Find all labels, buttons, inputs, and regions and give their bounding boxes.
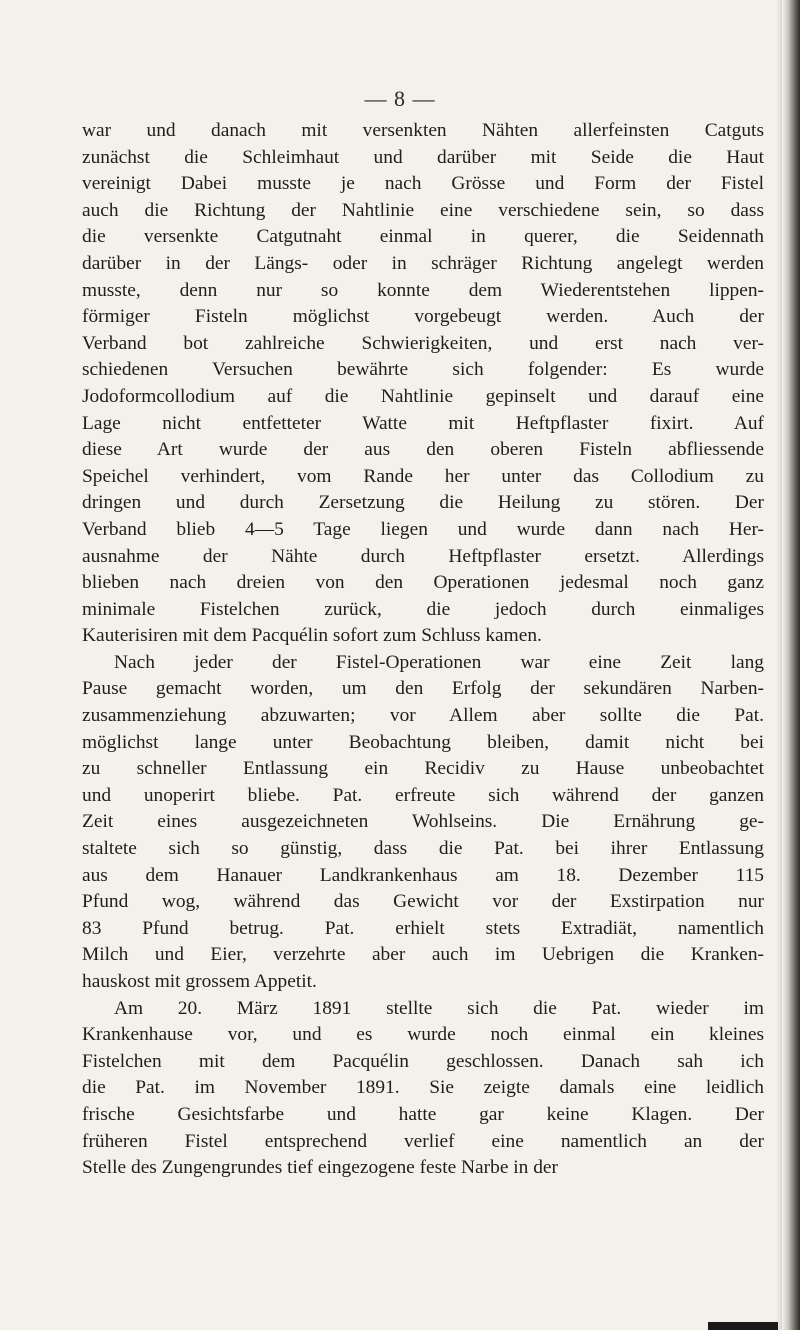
page-number: — 8 — bbox=[364, 86, 436, 111]
text-line: vereinigt Dabei musste je nach Grösse und Form der Fistel bbox=[82, 173, 764, 195]
text-line: Zeit eines ausgezeichneten Wohlseins. Die Ernährung ge- bbox=[82, 811, 764, 833]
paragraph bbox=[82, 996, 764, 1182]
text-line: dringen und durch Zersetzung die Heilung zu stören. Der bbox=[82, 492, 764, 514]
text-line: Lage nicht entfetteter Watte mit Heftpflaster fixirt. Auf bbox=[82, 412, 764, 434]
text-line: Am 20. März 1891 stellte sich die Pat. wieder im bbox=[114, 997, 764, 1019]
text-line: Verband blieb 4—5 Tage liegen und wurde dann nach Her- bbox=[82, 518, 764, 540]
text-line: Speichel verhindert, vom Rande her unter das Collodium zu bbox=[82, 465, 764, 487]
text-line: ausnahme der Nähte durch Heftpflaster ersetzt. Allerdings bbox=[82, 545, 764, 567]
text-line: früheren Fistel entsprechend verlief eine namentlich an der bbox=[82, 1130, 764, 1152]
text-line: war und danach mit versenkten Nähten allerfeinsten Catguts bbox=[82, 120, 764, 141]
text-line: schiedenen Versuchen bewährte sich folgender: Es wurde bbox=[82, 359, 764, 381]
text-line: auch die Richtung der Nahtlinie eine verschiedene sein, so dass bbox=[82, 199, 764, 221]
text-line: förmiger Fisteln möglichst vorgebeugt werden. Auch der bbox=[82, 306, 764, 328]
text-line: Kauterisiren mit dem Pacquélin sofort zum Schluss kamen. bbox=[82, 625, 542, 647]
paragraph bbox=[82, 650, 764, 996]
paragraph bbox=[82, 118, 764, 650]
text-line: zu schneller Entlassung ein Recidiv zu Hause unbeobachtet bbox=[82, 758, 764, 780]
text-line: frische Gesichtsfarbe und hatte gar keine Klagen. Der bbox=[82, 1103, 764, 1125]
text-line: Milch und Eier, verzehrte aber auch im Uebrigen die Kranken- bbox=[82, 944, 764, 966]
text-line: Nach jeder der Fistel-Operationen war eine Zeit lang bbox=[114, 651, 764, 673]
page-edge-mark bbox=[708, 1322, 778, 1330]
text-line: diese Art wurde der aus den oberen Fisteln abfliessende bbox=[82, 439, 764, 461]
text-line: staltete sich so günstig, dass die Pat. bei ihrer Entlassung bbox=[82, 838, 764, 860]
text-line: Pfund wog, während das Gewicht vor der Exstirpation nur bbox=[82, 891, 764, 913]
text-line: minimale Fistelchen zurück, die jedoch durch einmaliges bbox=[82, 598, 764, 620]
text-line: 83 Pfund betrug. Pat. erhielt stets Extradiät, namentlich bbox=[82, 917, 764, 939]
text-line: Stelle des Zungengrundes tief eingezogene feste Narbe in der bbox=[82, 1157, 558, 1179]
text-line: die Pat. im November 1891. Sie zeigte damals eine leidlich bbox=[82, 1077, 764, 1099]
body-text bbox=[82, 118, 764, 1182]
text-line: die versenkte Catgutnaht einmal in querer, die Seidennath bbox=[82, 226, 764, 248]
text-line: musste, denn nur so konnte dem Wiederentstehen lippen- bbox=[82, 279, 764, 301]
text-line: aus dem Hanauer Landkrankenhaus am 18. Dezember 115 bbox=[82, 864, 764, 886]
text-line: darüber in der Längs- oder in schräger Richtung angelegt werden bbox=[82, 252, 764, 274]
text-line: Fistelchen mit dem Pacquélin geschlossen. Danach sah ich bbox=[82, 1050, 764, 1072]
text-line: zunächst die Schleimhaut und darüber mit Seide die Haut bbox=[82, 146, 764, 168]
book-spine-edge bbox=[782, 0, 800, 1330]
text-line: blieben nach dreien von den Operationen jedesmal noch ganz bbox=[82, 572, 764, 594]
text-line: möglichst lange unter Beobachtung bleiben, damit nicht bei bbox=[82, 731, 764, 753]
text-line: Pause gemacht worden, um den Erfolg der sekundären Narben- bbox=[82, 678, 764, 700]
text-line: Verband bot zahlreiche Schwierigkeiten, und erst nach ver- bbox=[82, 332, 764, 354]
text-line: Jodoformcollodium auf die Nahtlinie gepinselt und darauf eine bbox=[82, 385, 764, 407]
text-line: Krankenhause vor, und es wurde noch einmal ein kleines bbox=[82, 1024, 764, 1046]
text-line: und unoperirt bliebe. Pat. erfreute sich während der ganzen bbox=[82, 784, 764, 806]
text-line: zusammenziehung abzuwarten; vor Allem aber sollte die Pat. bbox=[82, 705, 764, 727]
text-line: hauskost mit grossem Appetit. bbox=[82, 971, 317, 992]
